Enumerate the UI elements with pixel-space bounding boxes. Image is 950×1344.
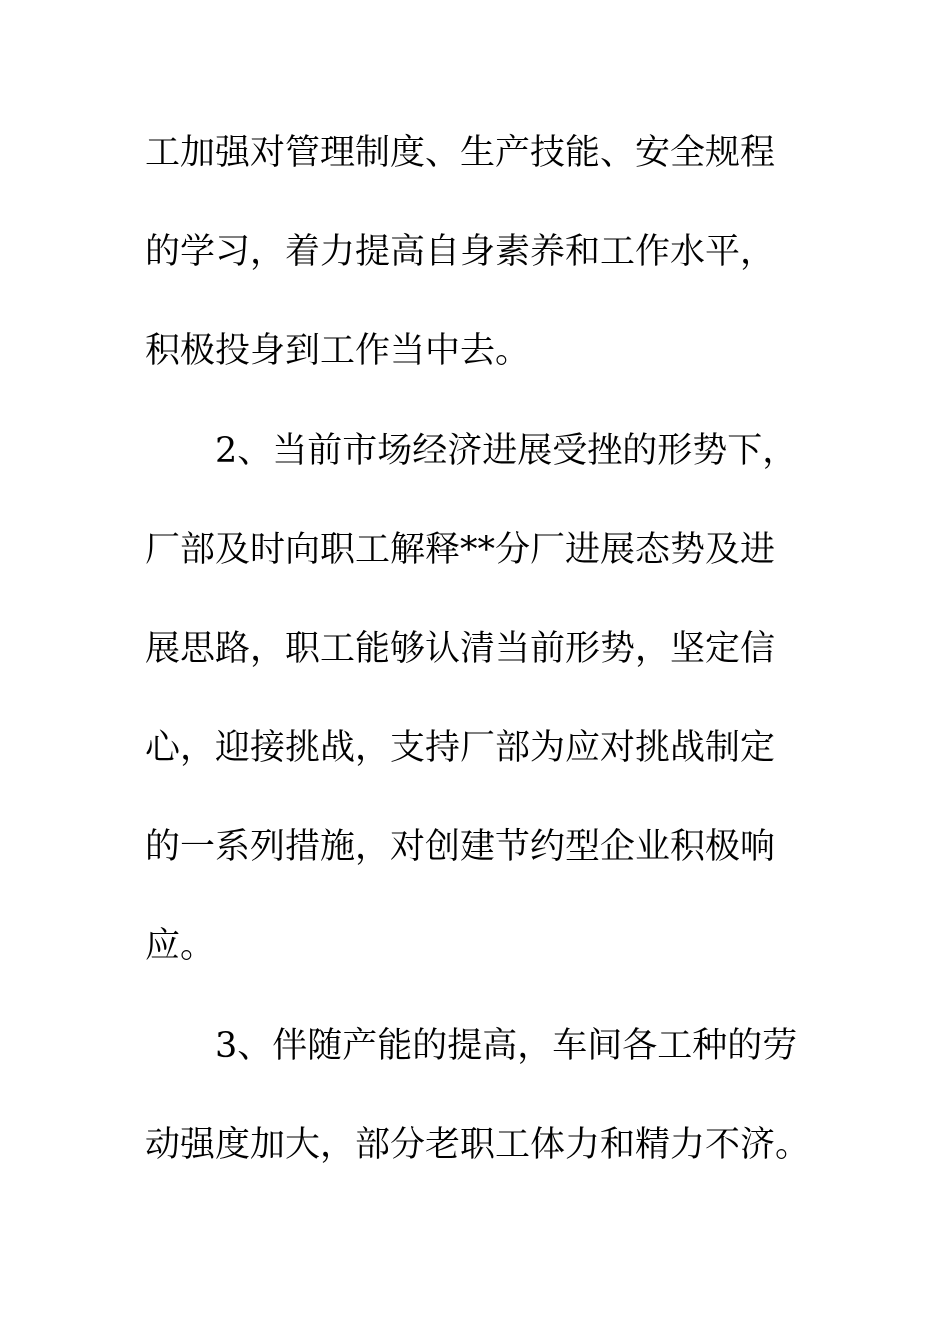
paragraph-2-start: 2、当前市场经济进展受挫的形势下， — [215, 431, 798, 471]
text-line: 心，迎接挑战，支持厂部为应对挑战制定 — [145, 728, 776, 768]
text-line: 展思路，职工能够认清当前形势，坚定信 — [145, 629, 776, 669]
text-line: 动强度加大，部分老职工体力和精力不济。 — [145, 1125, 811, 1165]
text-line: 应。 — [145, 926, 216, 966]
text-line: 工加强对管理制度、生产技能、安全规程 — [145, 133, 776, 173]
text-line: 的学习，着力提高自身素养和工作水平， — [145, 232, 776, 272]
text-line: 厂部及时向职工解释**分厂进展态势及进 — [145, 530, 776, 570]
text-line: 积极投身到工作当中去。 — [145, 331, 531, 371]
text-line: 的一系列措施，对创建节约型企业积极响 — [145, 827, 776, 867]
paragraph-3-start: 3、伴随产能的提高，车间各工种的劳 — [215, 1026, 798, 1066]
